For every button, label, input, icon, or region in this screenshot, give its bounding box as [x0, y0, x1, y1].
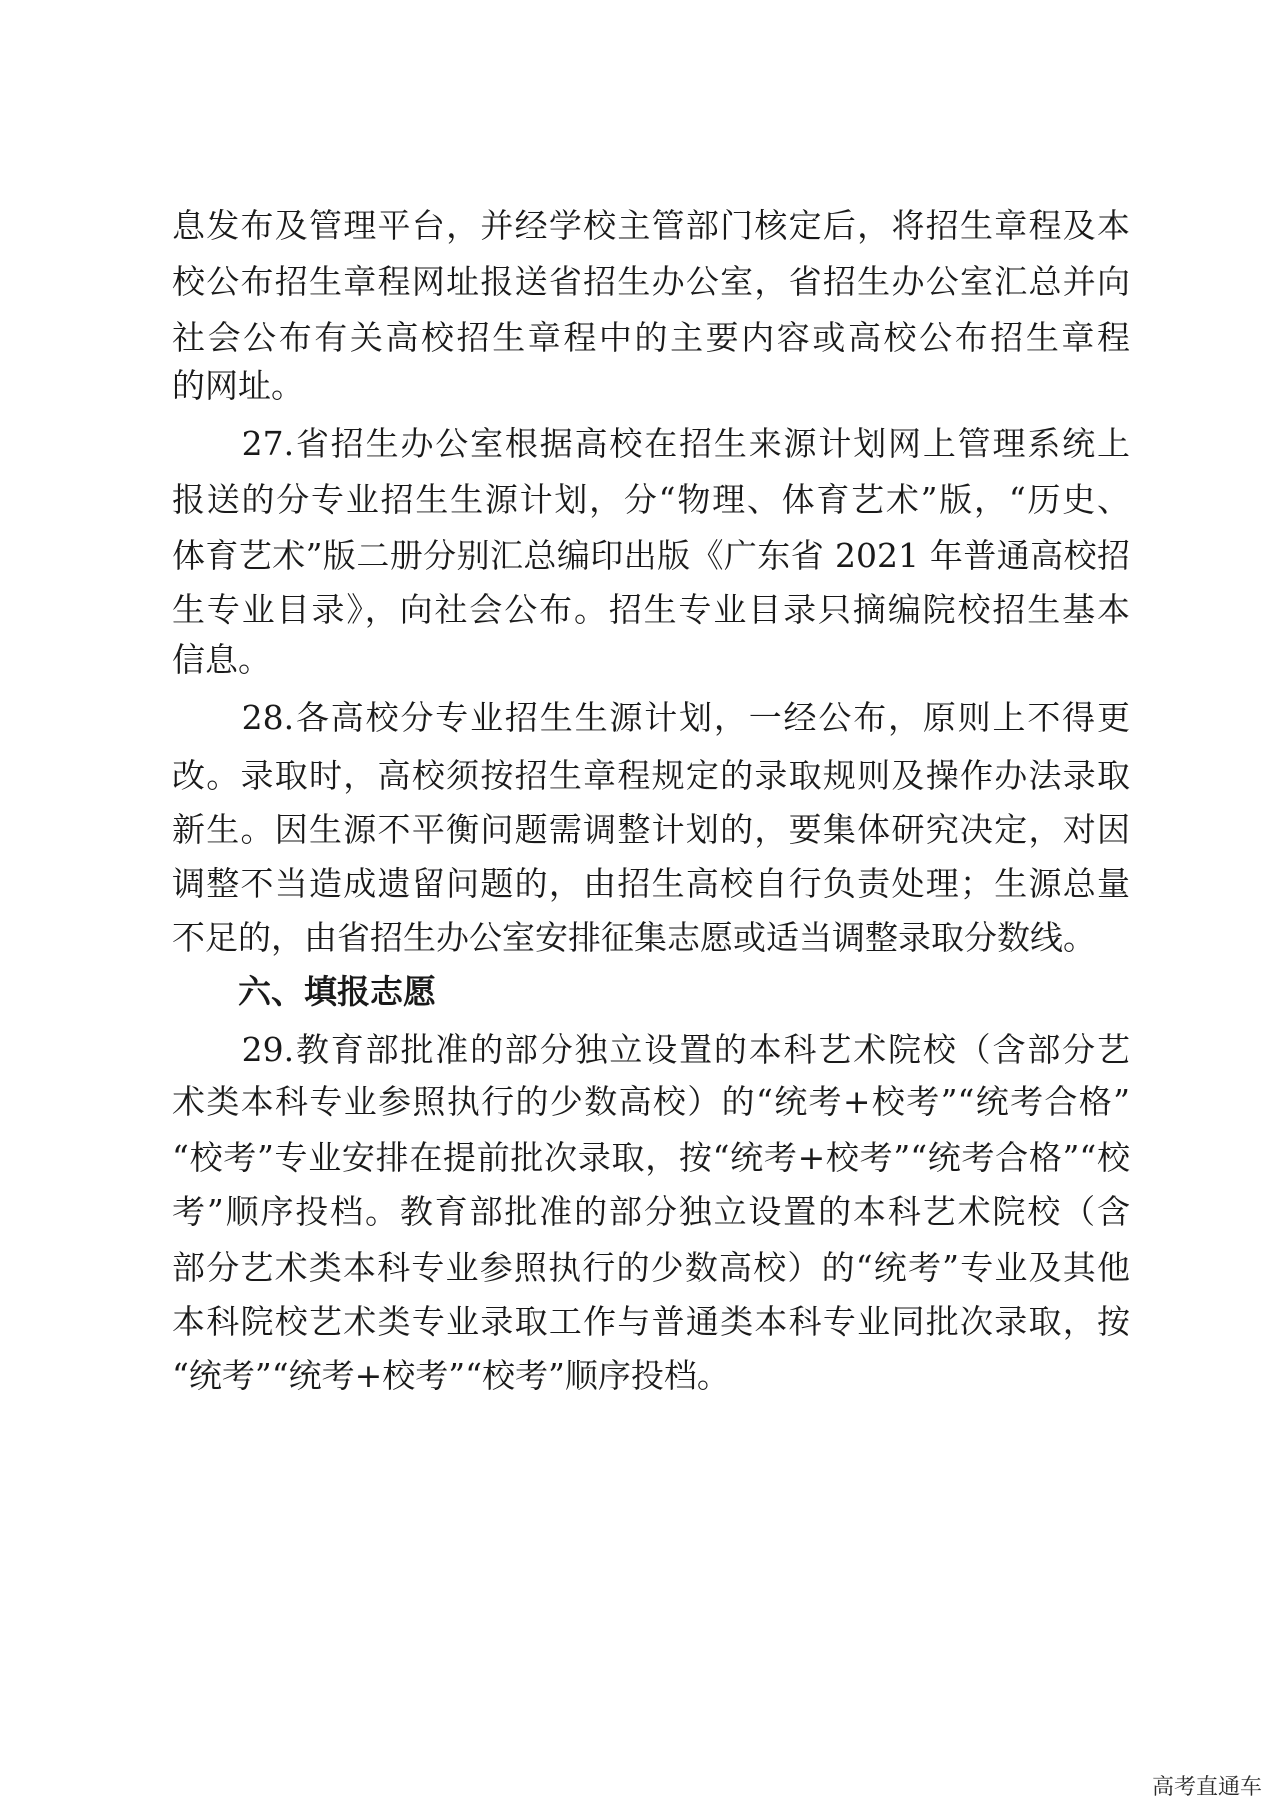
paragraph-27-line: 27.省招生办公室根据高校在招生来源计划网上管理系统上: [172, 424, 1130, 463]
body-text-line: 息发布及管理平台，并经学校主管部门核定后，将招生章程及本: [172, 206, 1130, 245]
paragraph-28-line: 不足的，由省招生办公室安排征集志愿或适当调整录取分数线。: [172, 918, 1096, 957]
paragraph-29-line: 本科院校艺术类专业录取工作与普通类本科专业同批次录取，按: [172, 1302, 1130, 1341]
paragraph-27-line: 信息。: [172, 640, 271, 679]
paragraph-29-line: 29.教育部批准的部分独立设置的本科艺术院校（含部分艺: [172, 1030, 1130, 1069]
paragraph-29-line: 部分艺术类本科专业参照执行的少数高校）的“统考”专业及其他: [172, 1248, 1130, 1287]
section-heading: 六、填报志愿: [172, 972, 436, 1011]
paragraph-29-line: “校考”专业安排在提前批次录取，按“统考+校考”“统考合格”“校: [172, 1138, 1130, 1177]
body-text-line: 校公布招生章程网址报送省招生办公室，省招生办公室汇总并向: [172, 262, 1130, 301]
paragraph-29-line: 术类本科专业参照执行的少数高校）的“统考+校考”“统考合格”: [172, 1082, 1130, 1121]
body-text-line: 的网址。: [172, 366, 304, 405]
paragraph-27-line: 生专业目录》，向社会公布。招生专业目录只摘编院校招生基本: [172, 590, 1130, 629]
paragraph-29-line: 考”顺序投档。教育部批准的部分独立设置的本科艺术院校（含: [172, 1192, 1130, 1231]
body-text-line: 社会公布有关高校招生章程中的主要内容或高校公布招生章程: [172, 318, 1130, 357]
paragraph-27-line: 报送的分专业招生生源计划，分“物理、体育艺术”版，“历史、: [172, 480, 1130, 519]
paragraph-29-line: “统考”“统考+校考”“校考”顺序投档。: [172, 1356, 730, 1395]
watermark-text: 高考直通车: [1151, 1775, 1262, 1800]
paragraph-28-line: 新生。因生源不平衡问题需调整计划的，要集体研究决定，对因: [172, 810, 1130, 849]
paragraph-28-line: 改。录取时，高校须按招生章程规定的录取规则及操作办法录取: [172, 756, 1130, 795]
paragraph-27-line: 体育艺术”版二册分别汇总编印出版《广东省 2021 年普通高校招: [172, 536, 1130, 575]
paragraph-28-line: 调整不当造成遗留问题的，由招生高校自行负责处理；生源总量: [172, 864, 1130, 903]
paragraph-28-line: 28.各高校分专业招生生源计划，一经公布，原则上不得更: [172, 698, 1130, 737]
